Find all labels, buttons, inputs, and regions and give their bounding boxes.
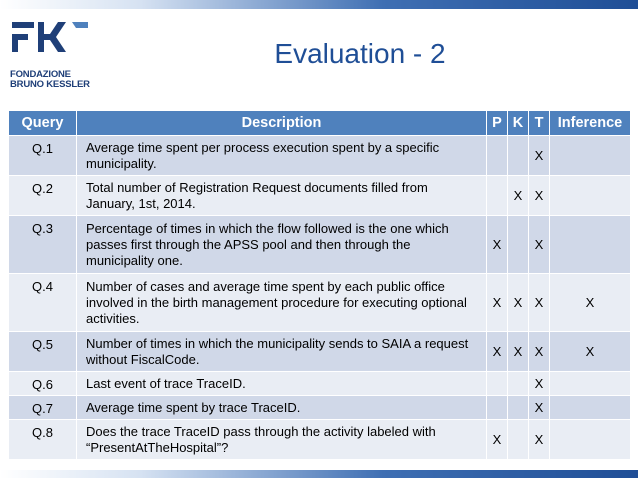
t-cell: X — [529, 420, 550, 460]
k-cell: X — [508, 176, 529, 216]
description-cell: Number of times in which the municipality sends to SAIA a request without FiscalCode. — [77, 332, 487, 372]
top-gradient-bar — [0, 0, 638, 9]
p-cell — [487, 176, 508, 216]
evaluation-table — [8, 110, 631, 460]
query-cell: Q.5 — [9, 332, 77, 372]
query-cell: Q.2 — [9, 176, 77, 216]
inference-cell — [550, 372, 631, 396]
col-header-inference: Inference — [550, 111, 631, 136]
logo-text-line2: BRUNO KESSLER — [10, 79, 90, 90]
k-cell: X — [508, 274, 529, 332]
bottom-gradient-bar — [0, 470, 638, 478]
col-header-p: P — [487, 111, 508, 136]
p-cell — [487, 136, 508, 176]
inference-cell — [550, 216, 631, 274]
p-cell: X — [487, 420, 508, 460]
k-cell — [508, 372, 529, 396]
col-header-query: Query — [9, 111, 77, 136]
p-cell: X — [487, 216, 508, 274]
t-cell: X — [529, 396, 550, 420]
t-cell: X — [529, 176, 550, 216]
t-cell: X — [529, 274, 550, 332]
query-cell: Q.4 — [9, 274, 77, 332]
inference-cell: X — [550, 274, 631, 332]
col-header-t: T — [529, 111, 550, 136]
table-row — [9, 274, 631, 332]
query-cell: Q.8 — [9, 420, 77, 460]
inference-cell — [550, 396, 631, 420]
table-row — [9, 332, 631, 372]
t-cell: X — [529, 216, 550, 274]
description-cell: Average time spent per process execution spent by a specific municipality. — [77, 136, 487, 176]
inference-cell — [550, 420, 631, 460]
p-cell — [487, 396, 508, 420]
k-cell — [508, 420, 529, 460]
t-cell: X — [529, 332, 550, 372]
table-row — [9, 372, 631, 396]
table-header-row — [9, 111, 631, 136]
inference-cell — [550, 176, 631, 216]
logo-text-line1: FONDAZIONE — [10, 69, 71, 80]
table-row — [9, 396, 631, 420]
p-cell: X — [487, 274, 508, 332]
description-cell: Number of cases and average time spent by each public office involved in the birth management procedure for executing optional activities. — [77, 274, 487, 332]
query-cell: Q.1 — [9, 136, 77, 176]
p-cell — [487, 372, 508, 396]
col-header-description: Description — [77, 111, 487, 136]
table-row — [9, 136, 631, 176]
k-cell — [508, 136, 529, 176]
k-cell: X — [508, 332, 529, 372]
inference-cell: X — [550, 332, 631, 372]
description-cell: Total number of Registration Request documents filled from January, 1st, 2014. — [77, 176, 487, 216]
query-cell: Q.7 — [9, 396, 77, 420]
description-cell: Percentage of times in which the flow followed is the one which passes first through the APSS pool and then through the municipality one. — [77, 216, 487, 274]
fbk-logo — [10, 18, 120, 90]
k-cell — [508, 216, 529, 274]
table-row — [9, 420, 631, 460]
description-cell: Average time spent by trace TraceID. — [77, 396, 487, 420]
t-cell: X — [529, 136, 550, 176]
description-cell: Does the trace TraceID pass through the activity labeled with “PresentAtTheHospital”? — [77, 420, 487, 460]
t-cell: X — [529, 372, 550, 396]
table-row — [9, 176, 631, 216]
query-cell: Q.6 — [9, 372, 77, 396]
table-row — [9, 216, 631, 274]
k-cell — [508, 396, 529, 420]
query-cell: Q.3 — [9, 216, 77, 274]
col-header-k: K — [508, 111, 529, 136]
inference-cell — [550, 136, 631, 176]
fbk-logo-icon — [10, 18, 90, 56]
description-cell: Last event of trace TraceID. — [77, 372, 487, 396]
p-cell: X — [487, 332, 508, 372]
page-title: Evaluation - 2 — [274, 38, 446, 69]
